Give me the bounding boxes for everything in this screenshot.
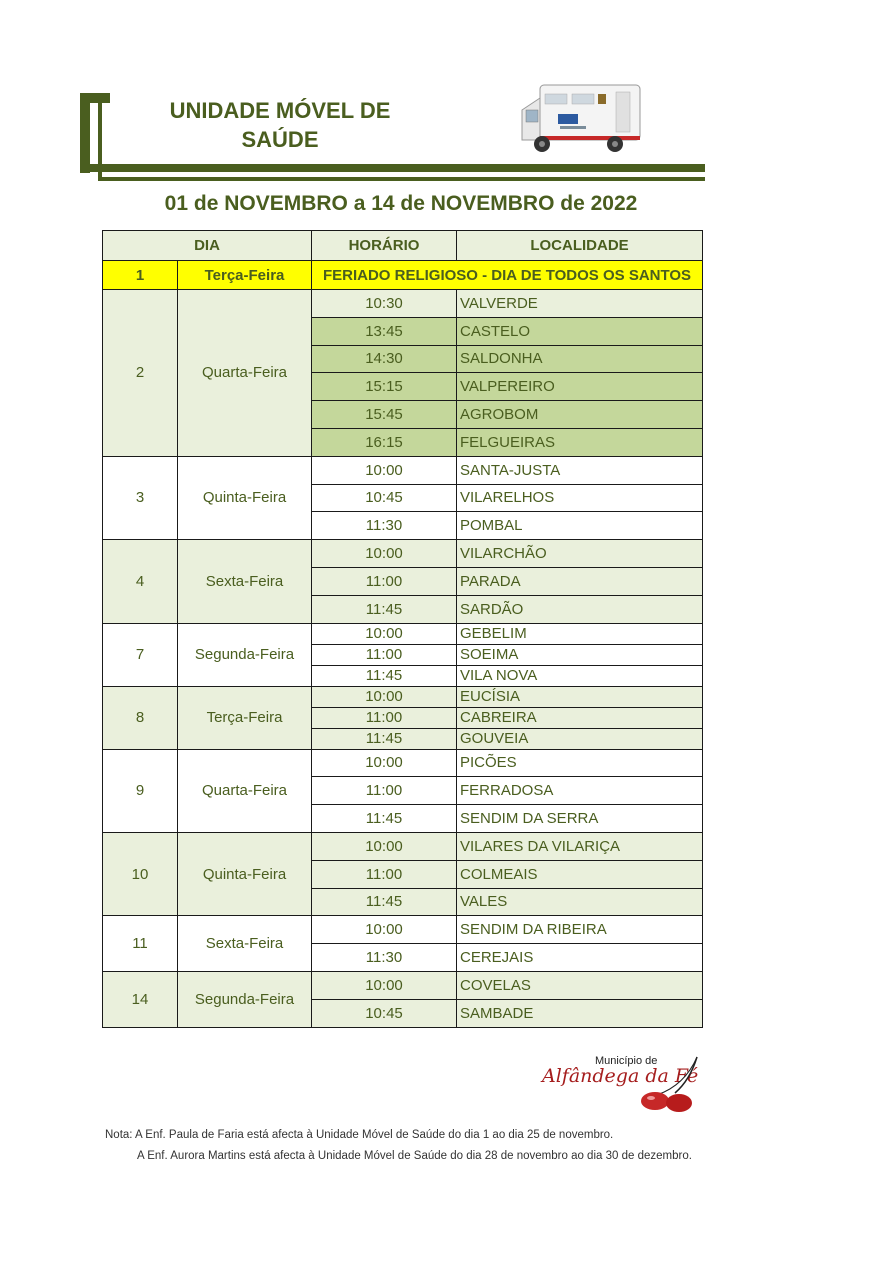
time-cell: 11:00: [312, 707, 457, 728]
time-cell: 10:00: [312, 971, 457, 999]
day-number: 14: [103, 971, 178, 1027]
weekday: Segunda-Feira: [178, 971, 312, 1027]
time-cell: 10:00: [312, 832, 457, 860]
header-horario: HORÁRIO: [312, 231, 457, 261]
day-number: 10: [103, 832, 178, 915]
time-cell: 11:45: [312, 805, 457, 833]
time-cell: 10:00: [312, 456, 457, 484]
table-row: [103, 971, 703, 999]
table-header-row: [103, 231, 703, 261]
day-number: 9: [103, 749, 178, 832]
time-cell: 10:45: [312, 484, 457, 512]
weekday: Terça-Feira: [178, 686, 312, 749]
weekday: Quinta-Feira: [178, 456, 312, 539]
weekday: Quinta-Feira: [178, 832, 312, 915]
time-cell: 11:30: [312, 512, 457, 540]
time-cell: 10:30: [312, 290, 457, 318]
location-cell: EUCÍSIA: [457, 686, 703, 707]
time-cell: 15:15: [312, 373, 457, 401]
location-cell: SOEIMA: [457, 644, 703, 665]
location-cell: COVELAS: [457, 971, 703, 999]
location-cell: SARDÃO: [457, 595, 703, 623]
holiday-weekday: Terça-Feira: [178, 261, 312, 290]
location-cell: SENDIM DA SERRA: [457, 805, 703, 833]
time-cell: 10:00: [312, 749, 457, 777]
location-cell: VILARELHOS: [457, 484, 703, 512]
note-line-2: A Enf. Aurora Martins está afecta à Unidade Móvel de Saúde do dia 28 de novembro ao dia 30 de dezembro.: [137, 1150, 692, 1162]
time-cell: 10:00: [312, 540, 457, 568]
header-frame-left: [80, 93, 90, 173]
header-localidade: LOCALIDADE: [457, 231, 703, 261]
day-number: 3: [103, 456, 178, 539]
time-cell: 13:45: [312, 317, 457, 345]
day-number: 8: [103, 686, 178, 749]
location-cell: GOUVEIA: [457, 728, 703, 749]
location-cell: COLMEAIS: [457, 860, 703, 888]
time-cell: 10:00: [312, 916, 457, 944]
time-cell: 11:00: [312, 860, 457, 888]
health-van-image: [520, 80, 645, 155]
cherry-icon: [635, 1055, 705, 1115]
location-cell: CASTELO: [457, 317, 703, 345]
weekday: Sexta-Feira: [178, 540, 312, 623]
location-cell: PARADA: [457, 567, 703, 595]
logo-line-2: Alfândega da Fé: [542, 1065, 699, 1087]
time-cell: 11:30: [312, 944, 457, 972]
location-cell: FERRADOSA: [457, 777, 703, 805]
time-cell: 11:45: [312, 888, 457, 916]
day-number: 2: [103, 290, 178, 457]
time-cell: 10:45: [312, 999, 457, 1027]
location-cell: SENDIM DA RIBEIRA: [457, 916, 703, 944]
municipality-logo: [540, 1055, 705, 1115]
table-row: [103, 540, 703, 568]
time-cell: 11:45: [312, 665, 457, 686]
table-row: [103, 686, 703, 707]
time-cell: 10:00: [312, 623, 457, 644]
table-row: [103, 832, 703, 860]
weekday: Segunda-Feira: [178, 623, 312, 686]
day-number: 4: [103, 540, 178, 623]
holiday-row: [103, 261, 703, 290]
location-cell: SANTA-JUSTA: [457, 456, 703, 484]
time-cell: 10:00: [312, 686, 457, 707]
location-cell: VILA NOVA: [457, 665, 703, 686]
location-cell: SAMBADE: [457, 999, 703, 1027]
weekday: Quarta-Feira: [178, 290, 312, 457]
time-cell: 15:45: [312, 401, 457, 429]
location-cell: VILARES DA VILARIÇA: [457, 832, 703, 860]
title-line-1: UNIDADE MÓVEL DE: [169, 98, 391, 123]
location-cell: VALVERDE: [457, 290, 703, 318]
note-line-1: Nota: A Enf. Paula de Faria está afecta à Unidade Móvel de Saúde do dia 1 ao dia 25 de novembro.: [105, 1129, 614, 1141]
time-cell: 16:15: [312, 428, 457, 456]
header-frame-bottom-inner: [98, 177, 705, 181]
table-row: [103, 916, 703, 944]
location-cell: GEBELIM: [457, 623, 703, 644]
header-dia: DIA: [103, 231, 312, 261]
table-row: [103, 456, 703, 484]
location-cell: VALES: [457, 888, 703, 916]
time-cell: 11:00: [312, 777, 457, 805]
holiday-day: 1: [103, 261, 178, 290]
schedule-table: [102, 230, 703, 1028]
location-cell: VILARCHÃO: [457, 540, 703, 568]
time-cell: 14:30: [312, 345, 457, 373]
time-cell: 11:00: [312, 567, 457, 595]
location-cell: POMBAL: [457, 512, 703, 540]
time-cell: 11:00: [312, 644, 457, 665]
day-number: 7: [103, 623, 178, 686]
table-row: [103, 749, 703, 777]
location-cell: CEREJAIS: [457, 944, 703, 972]
weekday: Quarta-Feira: [178, 749, 312, 832]
logo-line-1: Município de: [595, 1055, 658, 1067]
location-cell: VALPEREIRO: [457, 373, 703, 401]
location-cell: SALDONHA: [457, 345, 703, 373]
location-cell: FELGUEIRAS: [457, 428, 703, 456]
time-cell: 11:45: [312, 595, 457, 623]
table-row: [103, 623, 703, 644]
holiday-text: FERIADO RELIGIOSO - DIA DE TODOS OS SANTOS: [312, 261, 703, 290]
location-cell: PICÕES: [457, 749, 703, 777]
day-number: 11: [103, 916, 178, 972]
time-cell: 11:45: [312, 728, 457, 749]
weekday: Sexta-Feira: [178, 916, 312, 972]
location-cell: AGROBOM: [457, 401, 703, 429]
location-cell: CABREIRA: [457, 707, 703, 728]
title-line-2: SAÚDE: [241, 127, 319, 152]
page-title: [130, 96, 430, 154]
header-frame-bottom: [80, 164, 705, 172]
table-row: [103, 290, 703, 318]
schedule-period: 01 de NOVEMBRO a 14 de NOVEMBRO de 2022: [164, 192, 638, 215]
